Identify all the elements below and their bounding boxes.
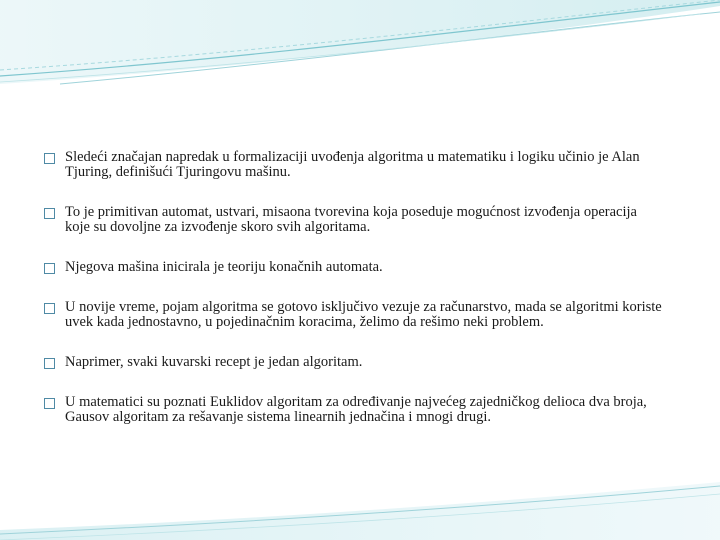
bullet-item bbox=[44, 260, 664, 275]
bullet-item bbox=[44, 300, 664, 330]
bullet-item bbox=[44, 355, 664, 370]
slide-content bbox=[44, 150, 664, 425]
square-bullet-icon bbox=[44, 263, 55, 274]
bullet-item bbox=[44, 395, 664, 425]
square-bullet-icon bbox=[44, 153, 55, 164]
bullet-text: U matematici su poznati Euklidov algoritam za određivanje najvećeg zajedničkog delioca dva broja, Gausov algoritam za rešavanje sistema linearnih jednačina i mnogi drugi. bbox=[65, 394, 647, 425]
square-bullet-icon bbox=[44, 303, 55, 314]
square-bullet-icon bbox=[44, 398, 55, 409]
bullet-text: Sledeći značajan napredak u formalizaciji uvođenja algoritma u matematiku i logiku učinio je Alan Tjuring, definišući Tjuringovu mašinu. bbox=[65, 149, 640, 180]
bullet-text: Naprimer, svaki kuvarski recept je jedan algoritam. bbox=[65, 354, 363, 370]
square-bullet-icon bbox=[44, 208, 55, 219]
bullet-item bbox=[44, 205, 664, 235]
bullet-text: U novije vreme, pojam algoritma se gotovo isključivo vezuje za računarstvo, mada se algoritmi koriste uvek kada jednostavno, u pojedinačnim koracima, želimo da rešimo neki problem. bbox=[65, 299, 662, 330]
bullet-item bbox=[44, 150, 664, 180]
bullet-text: To je primitivan automat, ustvari, misaona tvorevina koja poseduje mogućnost izvođenja operacija koje su dovoljne za izvođenje skoro svih algoritama. bbox=[65, 204, 637, 235]
bullet-text: Njegova mašina inicirala je teoriju konačnih automata. bbox=[65, 259, 383, 275]
bottom-swoosh-decoration bbox=[0, 482, 720, 540]
top-swoosh-decoration bbox=[0, 0, 720, 84]
square-bullet-icon bbox=[44, 358, 55, 369]
